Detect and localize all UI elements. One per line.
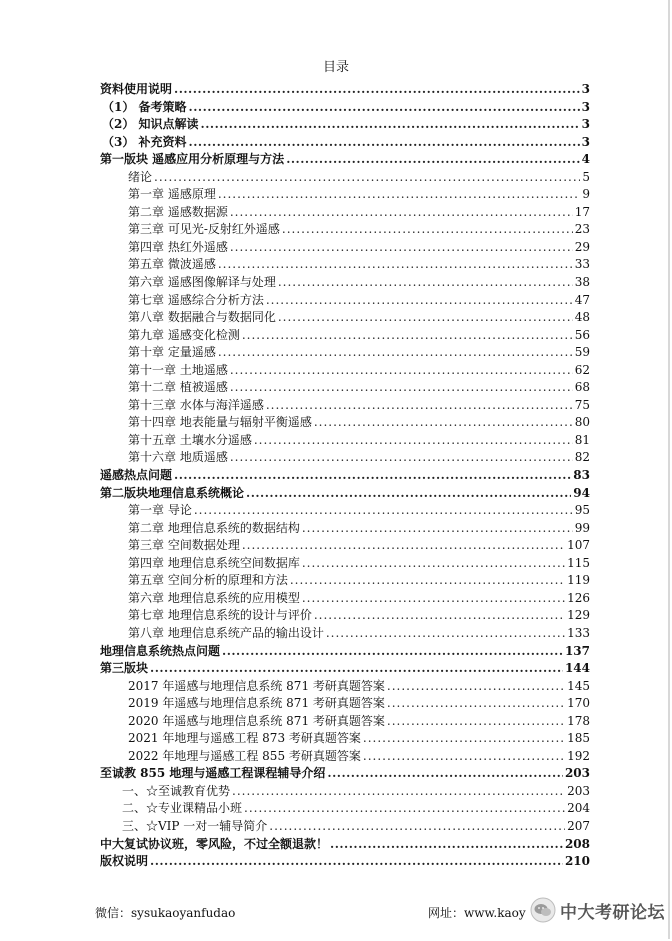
toc-dot-leader <box>387 695 565 713</box>
toc-entry[interactable] <box>100 520 590 538</box>
toc-entry-title: 一、☆至诚教育优势 <box>122 783 231 798</box>
toc-entry-title: 第六章 遥感图像解译与处理 <box>128 275 276 290</box>
toc-entry-title: 资料使用说明 <box>100 82 173 96</box>
toc-entry-title: 二、☆专业课精品小班 <box>122 801 243 816</box>
toc-dot-leader <box>174 467 571 485</box>
toc-entry[interactable] <box>100 730 590 748</box>
toc-entry[interactable] <box>100 344 590 362</box>
toc-dot-leader <box>232 783 565 801</box>
toc-dot-leader <box>189 99 580 117</box>
toc-entry[interactable] <box>100 765 590 783</box>
toc-entry[interactable] <box>100 643 590 661</box>
toc-entry[interactable] <box>100 397 590 415</box>
toc-dot-leader <box>230 449 573 467</box>
toc-entry-page: 107 <box>567 538 590 553</box>
toc-entry-title: 第一章 遥感原理 <box>128 187 216 202</box>
toc-entry-title: 第九章 遥感变化检测 <box>128 327 240 342</box>
toc-entry-title: 第六章 地理信息系统的应用模型 <box>128 590 300 605</box>
toc-entry-title: 第三章 空间数据处理 <box>128 538 240 553</box>
toc-entry[interactable] <box>100 695 590 713</box>
toc-entry[interactable] <box>100 818 590 836</box>
toc-dot-leader <box>363 730 565 748</box>
toc-dot-leader <box>154 169 580 187</box>
toc-dot-leader <box>201 116 580 134</box>
toc-dot-leader <box>330 836 563 854</box>
toc-dot-leader <box>326 625 565 643</box>
toc-entry[interactable] <box>100 169 590 187</box>
toc-entry[interactable] <box>100 256 590 274</box>
toc-entry[interactable] <box>100 116 590 134</box>
toc-entry-title: 2020 年遥感与地理信息系统 871 考研真题答案 <box>128 713 385 728</box>
toc-entry-page: 133 <box>567 625 590 640</box>
toc-entry[interactable] <box>100 713 590 731</box>
toc-entry[interactable] <box>100 748 590 766</box>
toc-entry-page: 99 <box>574 520 590 535</box>
toc-dot-leader <box>290 572 565 590</box>
toc-dot-leader <box>278 309 573 327</box>
toc-entry-title: 遥感热点问题 <box>100 468 173 483</box>
toc-entry-page: 208 <box>564 836 590 851</box>
toc-entry-title: 第八章 地理信息系统产品的输出设计 <box>128 625 324 640</box>
toc-dot-leader <box>230 239 573 257</box>
toc-entry-page: 23 <box>574 222 590 237</box>
toc-entry-page: 178 <box>567 713 590 728</box>
toc-entry-page: 204 <box>567 801 590 816</box>
toc-entry-title: （2） 知识点解读 <box>102 117 199 132</box>
toc-entry-title: 2022 年地理与遥感工程 855 考研真题答案 <box>128 748 361 763</box>
toc-entry-page: 203 <box>564 766 590 781</box>
toc-entry-title: 第四章 热红外遥感 <box>128 239 228 254</box>
toc-entry-page: 68 <box>574 380 590 395</box>
toc-dot-leader <box>302 520 573 538</box>
toc-dot-leader <box>302 590 565 608</box>
toc-entry-page: 170 <box>567 696 590 711</box>
toc-entry[interactable] <box>100 134 590 152</box>
toc-entry-page: 3 <box>581 99 590 114</box>
toc-entry-page: 129 <box>567 608 590 623</box>
toc-entry-page: 33 <box>574 257 590 272</box>
toc-entry[interactable] <box>100 274 590 292</box>
toc-entry-page: 80 <box>574 415 590 430</box>
toc-entry-page: 82 <box>574 450 590 465</box>
toc-entry-title: 第二章 地理信息系统的数据结构 <box>128 520 300 535</box>
toc-entry[interactable] <box>100 414 590 432</box>
toc-entry-title: （3） 补充资料 <box>102 134 187 149</box>
toc-dot-leader <box>266 292 573 310</box>
toc-entry[interactable] <box>100 379 590 397</box>
toc-entry[interactable] <box>100 81 590 99</box>
toc-entry-page: 203 <box>567 783 590 798</box>
toc-entry-page: 94 <box>573 485 590 500</box>
toc-entry[interactable] <box>100 151 590 169</box>
toc-entry-page: 3 <box>581 134 590 149</box>
toc-dot-leader <box>218 344 573 362</box>
toc-dot-leader <box>242 327 573 345</box>
toc-dot-leader <box>150 853 563 871</box>
watermark <box>530 897 665 923</box>
toc-entry-page: 59 <box>574 345 590 360</box>
toc-entry-page: 56 <box>574 327 590 342</box>
toc-entry-page: 62 <box>574 362 590 377</box>
toc-dot-leader <box>230 379 573 397</box>
toc-entry-page: 3 <box>581 117 590 132</box>
toc-entry-title: 2021 年地理与遥感工程 873 考研真题答案 <box>128 731 361 746</box>
toc-dot-leader <box>230 362 573 380</box>
toc-entry-page: 137 <box>564 643 590 658</box>
toc-dot-leader <box>278 274 573 292</box>
toc-entry[interactable] <box>100 800 590 818</box>
toc-entry[interactable] <box>100 204 590 222</box>
toc-entry-title: 地理信息系统热点问题 <box>100 643 221 658</box>
toc-entry[interactable] <box>100 432 590 450</box>
toc-entry-title: 第三章 可见光-反射红外遥感 <box>128 222 280 237</box>
toc-entry-title: 中大复试协议班，零风险，不过全额退款！ <box>100 836 329 851</box>
toc-entry-title: 第一版块 遥感应用分析原理与方法 <box>100 152 285 167</box>
toc-entry-title: 版权说明 <box>100 854 149 869</box>
toc-entry[interactable] <box>100 678 590 696</box>
toc-entry[interactable] <box>100 292 590 310</box>
toc-entry-page: 207 <box>567 818 590 833</box>
toc-dot-leader <box>314 414 573 432</box>
toc-entry-title: 第五章 微波遥感 <box>128 257 216 272</box>
toc-entry[interactable] <box>100 607 590 625</box>
toc-dot-leader <box>387 678 565 696</box>
toc-entry-page: 144 <box>564 661 590 676</box>
toc-dot-leader <box>314 607 565 625</box>
toc-title: 目录 <box>322 60 349 75</box>
toc-dot-leader <box>194 502 573 520</box>
toc-entry-title: 第一章 导论 <box>128 503 192 518</box>
toc-dot-leader <box>174 81 580 99</box>
toc-entry-title: 至诚教 855 地理与遥感工程课程辅导介绍 <box>100 766 326 781</box>
toc-dot-leader <box>302 555 565 573</box>
toc-dot-leader <box>246 485 571 503</box>
toc-entry-page: 4 <box>581 152 590 167</box>
toc-entry[interactable] <box>100 625 590 643</box>
toc-entry-page: 95 <box>574 503 590 518</box>
toc-dot-leader <box>286 151 579 169</box>
toc-entry[interactable] <box>100 99 590 117</box>
toc-entry[interactable] <box>100 362 590 380</box>
watermark-text: 中大考研论坛 <box>560 902 665 923</box>
toc-dot-leader <box>269 818 565 836</box>
toc-entry-title: 绪论 <box>128 169 153 184</box>
toc-entry-page: 83 <box>573 468 590 483</box>
toc-entry[interactable] <box>100 783 590 801</box>
toc-entry-page: 17 <box>574 204 590 219</box>
toc-entry-title: 第八章 数据融合与数据同化 <box>128 310 276 325</box>
toc-dot-leader <box>218 256 573 274</box>
toc-dot-leader <box>150 660 563 678</box>
toc-entry-title: 第十五章 土壤水分遥感 <box>128 432 252 447</box>
toc-entry-page: 192 <box>567 748 590 763</box>
toc-entry-title: 第三版块 <box>100 661 149 676</box>
toc-entry-title: 第二章 遥感数据源 <box>128 204 228 219</box>
toc-entry-page: 29 <box>574 239 590 254</box>
toc-entry-title: 第十四章 地表能量与辐射平衡遥感 <box>128 415 312 430</box>
toc-entry-title: 第十章 定量遥感 <box>128 345 216 360</box>
toc-entry-title: 第七章 遥感综合分析方法 <box>128 292 264 307</box>
toc-entry[interactable] <box>100 555 590 573</box>
toc-entry-page: 3 <box>581 82 590 96</box>
toc-entry-title: 第十一章 土地遥感 <box>128 362 228 377</box>
toc-dot-leader <box>363 748 565 766</box>
toc-entry[interactable] <box>100 502 590 520</box>
toc-entry-page: 119 <box>567 573 590 588</box>
toc-dot-leader <box>327 765 563 783</box>
toc-entry-page: 9 <box>582 187 590 202</box>
toc-entry[interactable] <box>100 221 590 239</box>
toc-entry-page: 5 <box>582 169 590 184</box>
toc-entry-page: 185 <box>567 731 590 746</box>
toc-dot-leader <box>282 221 573 239</box>
toc-entry-title: 2019 年遥感与地理信息系统 871 考研真题答案 <box>128 696 385 711</box>
toc-entry[interactable] <box>100 467 590 485</box>
toc-entry-title: （1） 备考策略 <box>102 99 187 114</box>
table-of-contents <box>100 81 590 871</box>
toc-dot-leader <box>266 397 573 415</box>
toc-entry-page: 47 <box>574 292 590 307</box>
toc-entry[interactable] <box>100 309 590 327</box>
toc-entry-page: 81 <box>574 432 590 447</box>
toc-dot-leader <box>230 204 573 222</box>
toc-entry[interactable] <box>100 239 590 257</box>
toc-entry-page: 75 <box>574 397 590 412</box>
toc-dot-leader <box>222 643 563 661</box>
toc-entry-title: 第五章 空间分析的原理和方法 <box>128 573 288 588</box>
toc-entry[interactable] <box>100 327 590 345</box>
toc-entry[interactable] <box>100 853 590 871</box>
toc-entry-page: 48 <box>574 310 590 325</box>
toc-dot-leader <box>254 432 573 450</box>
toc-entry[interactable] <box>100 836 590 854</box>
footer-website: 网址：www.kaoy <box>428 906 526 920</box>
toc-entry[interactable] <box>100 590 590 608</box>
toc-entry-page: 115 <box>567 555 590 570</box>
toc-dot-leader <box>218 186 581 204</box>
footer-wechat: 微信：sysukaoyanfudao <box>95 906 236 920</box>
toc-dot-leader <box>189 134 580 152</box>
toc-entry-title: 第四章 地理信息系统空间数据库 <box>128 555 300 570</box>
toc-dot-leader <box>242 537 565 555</box>
toc-entry-page: 38 <box>574 275 590 290</box>
toc-entry-page: 145 <box>567 678 590 693</box>
toc-entry-title: 第七章 地理信息系统的设计与评价 <box>128 608 312 623</box>
toc-dot-leader <box>244 800 565 818</box>
toc-entry[interactable] <box>100 186 590 204</box>
toc-entry-title: 第十二章 植被遥感 <box>128 380 228 395</box>
toc-entry-title: 第十三章 水体与海洋遥感 <box>128 397 264 412</box>
toc-entry-title: 第十六章 地质遥感 <box>128 450 228 465</box>
toc-entry[interactable] <box>100 660 590 678</box>
wechat-icon <box>530 897 556 923</box>
toc-entry[interactable] <box>100 449 590 467</box>
toc-entry-title: 2017 年遥感与地理信息系统 871 考研真题答案 <box>128 678 385 693</box>
toc-entry-page: 210 <box>564 854 590 869</box>
toc-entry-title: 第二版块地理信息系统概论 <box>100 485 245 500</box>
toc-entry[interactable] <box>100 537 590 555</box>
toc-dot-leader <box>387 713 565 731</box>
toc-entry[interactable] <box>100 485 590 503</box>
toc-entry-page: 126 <box>567 590 590 605</box>
toc-entry-title: 三、☆VIP 一对一辅导简介 <box>122 818 268 833</box>
toc-entry[interactable] <box>100 572 590 590</box>
